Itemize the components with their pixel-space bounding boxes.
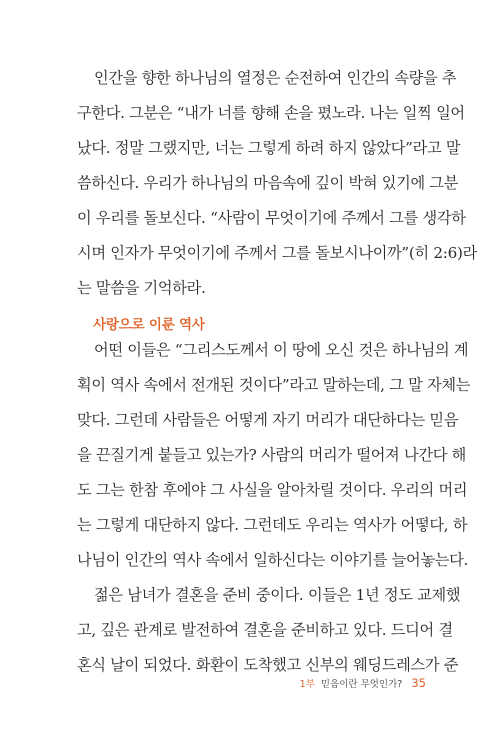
text-line: 시며 인자가 무엇이기에 주께서 그를 돌보시나이까”(히 2:6)라 (77, 244, 477, 262)
page-number: 35 (411, 676, 426, 690)
text-line: 고, 깊은 관계로 발전하여 결혼을 준비하고 있다. 드디어 결 (77, 621, 453, 639)
text-line: 젊은 남녀가 결혼을 준비 중이다. 이들은 1년 정도 교제했 (94, 586, 461, 604)
paragraph-2 (77, 333, 471, 578)
text-line: 혼식 날이 되었다. 화환이 도착했고 신부의 웨딩드레스가 준 (77, 656, 459, 674)
text-line: 인간을 향한 하나님의 열정은 순전하여 인간의 속량을 추 (94, 69, 457, 87)
paragraph-1 (77, 61, 477, 306)
text-line: 맞다. 그런데 사람들은 어떻게 자기 머리가 대단하다는 믿음 (77, 411, 459, 429)
footer-part-label: 1부 (299, 679, 315, 690)
text-line: 이 우리를 돌보신다. “사람이 무엇이기에 주께서 그를 생각하 (77, 209, 466, 227)
text-line: 나님이 인간의 역사 속에서 일하신다는 이야기를 늘어놓는다. (77, 551, 468, 569)
text-line: 났다. 정말 그랬지만, 너는 그렇게 하려 하지 않았다”라고 말 (77, 139, 461, 157)
text-line: 구한다. 그분은 “내가 너를 향해 손을 폈노라. 나는 일찍 일어 (77, 104, 465, 122)
footer-chapter-title: 믿음이란 무엇인가? (320, 679, 403, 690)
text-line: 는 그렇게 대단하지 않다. 그런데도 우리는 역사가 어떻다, 하 (77, 516, 468, 534)
text-line: 을 끈질기게 붙들고 있는가? 사람의 머리가 떨어져 나간다 해 (77, 446, 466, 464)
text-line: 는 말씀을 기억하라. (77, 279, 206, 297)
text-line: 씀하신다. 우리가 하나님의 마음속에 깊이 박혀 있기에 그분 (77, 174, 459, 192)
text-line: 획이 역사 속에서 전개된 것이다”라고 말하는데, 그 말 자체는 (77, 376, 471, 394)
section-heading: 사랑으로 이룬 역사 (93, 317, 205, 333)
text-line: 어떤 이들은 “그리스도께서 이 땅에 오신 것은 하나님의 계 (94, 341, 469, 359)
text-line: 도 그는 한참 후에야 그 사실을 알아차릴 것이다. 우리의 머리 (77, 481, 468, 499)
page-footer (300, 676, 426, 690)
